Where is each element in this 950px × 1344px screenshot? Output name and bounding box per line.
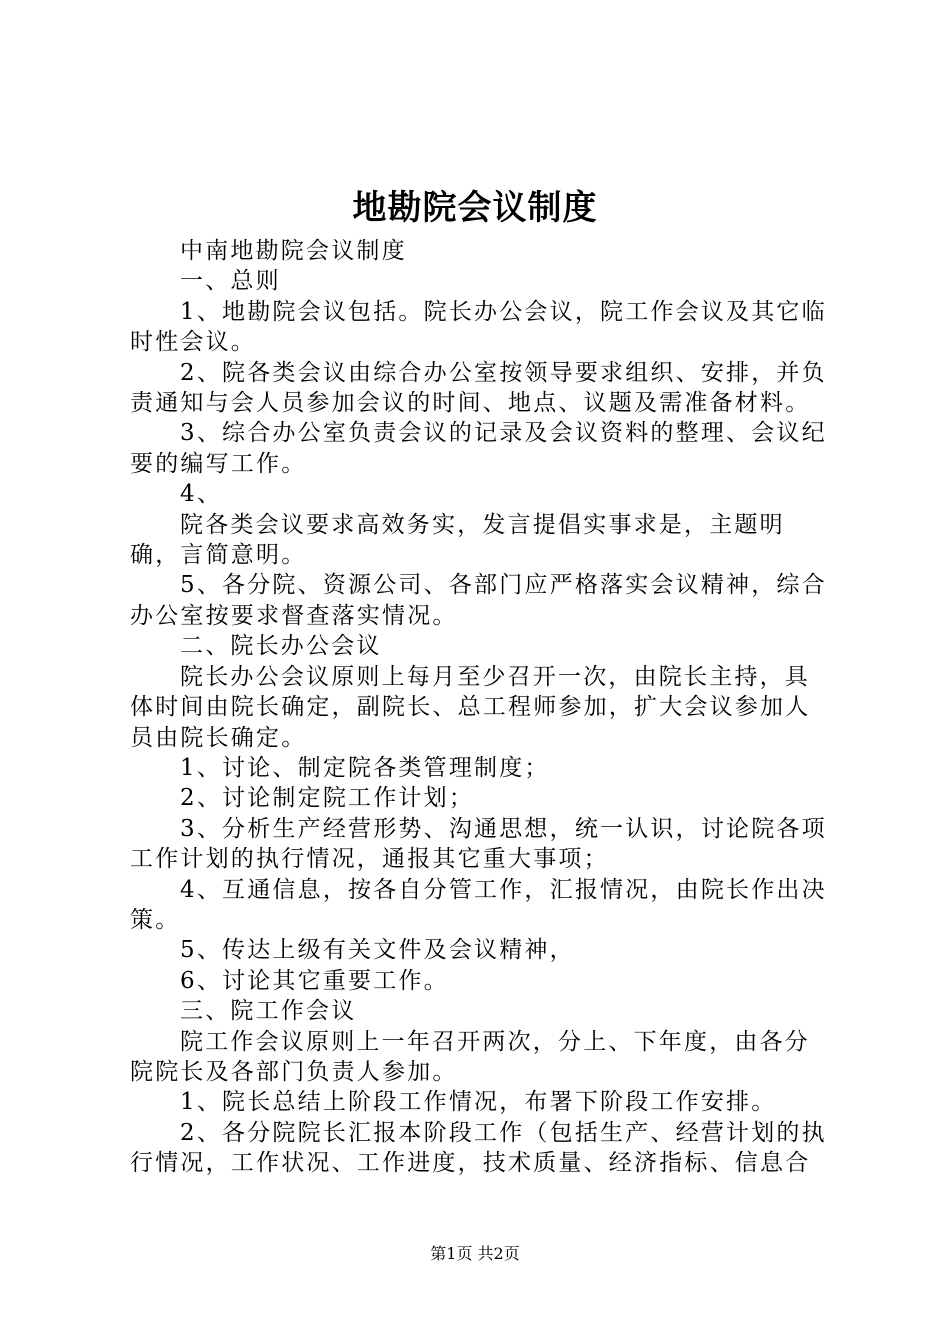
paragraph: 5、各分院、资源公司、各部门应严格落实会议精神，综合办公室按要求督查落实情况。 <box>130 572 827 629</box>
paragraph: 院工作会议原则上一年召开两次，分上、下年度，由各分院院长及各部门负责人参加。 <box>130 1028 810 1085</box>
page-number-footer: 第1页 共2页 <box>430 1244 520 1263</box>
list-item: 5、传达上级有关文件及会议精神， <box>180 937 575 964</box>
section-heading-president-meeting: 二、院长办公会议 <box>180 633 382 660</box>
list-item: 6、讨论其它重要工作。 <box>180 967 449 994</box>
paragraph: 3、综合办公室负责会议的记录及会议资料的整理、会议纪要的编写工作。 <box>130 420 827 477</box>
paragraph-subtitle: 中南地勘院会议制度 <box>180 238 407 264</box>
list-item: 1、院长总结上阶段工作情况，布署下阶段工作安排。 <box>180 1089 777 1116</box>
paragraph: 2、院各类会议由综合办公室按领导要求组织、安排，并负责通知与会人员参加会议的时间、地点、议题及需准备材料。 <box>130 359 827 417</box>
document-body <box>130 236 830 1179</box>
list-item: 4、互通信息，按各自分管工作，汇报情况，由院长作出决策。 <box>130 876 827 933</box>
list-item: 2、讨论制定院工作计划； <box>180 785 475 812</box>
list-item: 2、各分院院长汇报本阶段工作（包括生产、经营计划的执行情况，工作状况、工作进度，技术质量、经济指标、信息合 <box>130 1119 827 1177</box>
section-heading-general: 一、总则 <box>180 268 281 295</box>
document-title: 地勘院会议制度 <box>352 188 598 228</box>
paragraph: 4、 <box>180 481 223 508</box>
list-item: 1、讨论、制定院各类管理制度； <box>180 754 550 781</box>
paragraph: 1、地勘院会议包括。院长办公会议，院工作会议及其它临时性会议。 <box>130 298 827 356</box>
section-heading-work-meeting: 三、院工作会议 <box>180 998 357 1025</box>
list-item: 3、分析生产经营形势、沟通思想，统一认识，讨论院各项工作计划的执行情况，通报其它重大事项； <box>130 815 827 873</box>
paragraph: 院各类会议要求高效务实，发言提倡实事求是，主题明确，言简意明。 <box>130 511 785 569</box>
paragraph: 院长办公会议原则上每月至少召开一次，由院长主持，具体时间由院长确定，副院长、总工程师参加，扩大会议参加人员由院长确定。 <box>130 663 811 751</box>
